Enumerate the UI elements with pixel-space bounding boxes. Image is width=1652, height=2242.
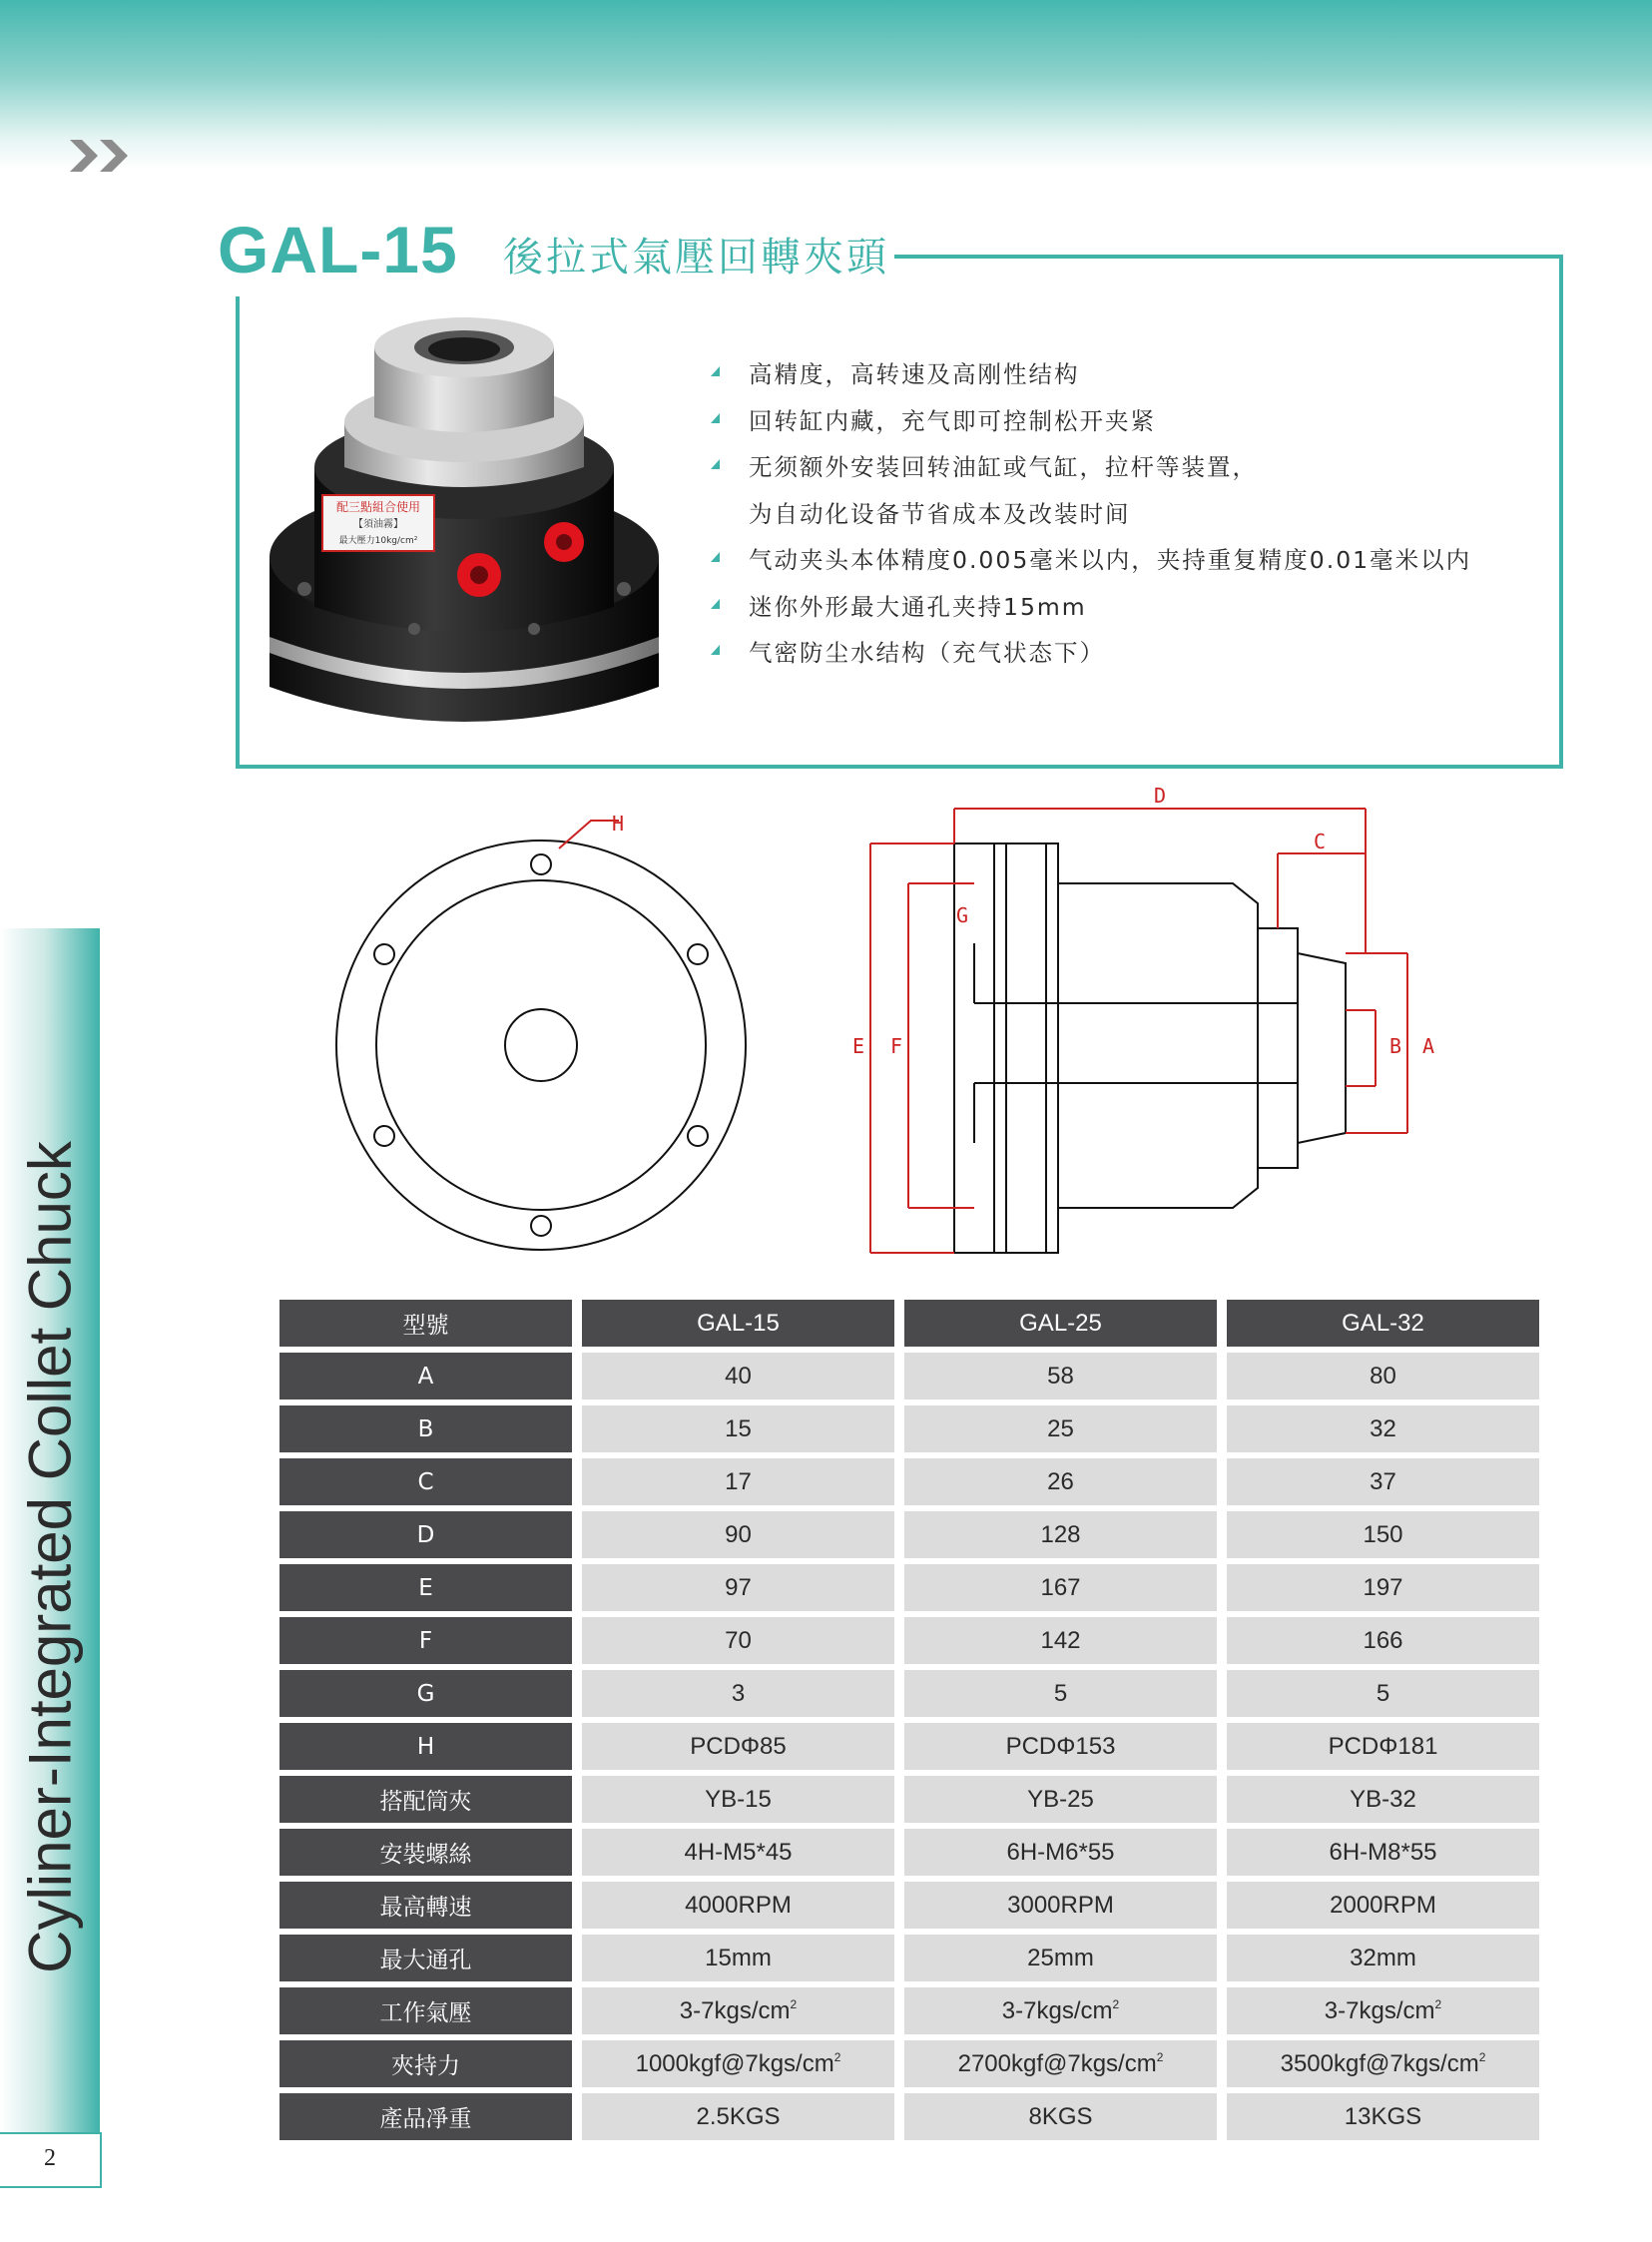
table-cell: 13KGS bbox=[1227, 2093, 1539, 2140]
table-row bbox=[279, 2093, 1539, 2140]
table-cell: 15mm bbox=[582, 1935, 894, 1981]
header-cell: GAL-25 bbox=[904, 1300, 1217, 1347]
table-row bbox=[279, 1564, 1539, 1611]
table-cell: 40 bbox=[582, 1353, 894, 1400]
table-header-row bbox=[279, 1300, 1539, 1347]
row-label: F bbox=[279, 1617, 572, 1664]
table-cell: 25mm bbox=[904, 1935, 1217, 1981]
row-label: 夾持力 bbox=[279, 2040, 572, 2087]
table-cell: 58 bbox=[904, 1353, 1217, 1400]
row-label: 工作氣壓 bbox=[279, 1987, 572, 2034]
product-title-cn: 後拉式氣壓回轉夾頭 bbox=[503, 235, 889, 280]
table-cell: 128 bbox=[904, 1511, 1217, 1558]
table-row bbox=[279, 1987, 1539, 2034]
label-line2: 【須油霧】 bbox=[353, 519, 403, 530]
row-label: 最大通孔 bbox=[279, 1935, 572, 1981]
table-cell: 197 bbox=[1227, 1564, 1539, 1611]
table-cell: 2000RPM bbox=[1227, 1882, 1539, 1929]
table-cell: 80 bbox=[1227, 1353, 1539, 1400]
row-label: 安裝螺絲 bbox=[279, 1829, 572, 1876]
table-cell: $2700kgf@7kgs/cm^2$ bbox=[904, 2040, 1217, 2087]
table-cell: 6H-M8*55 bbox=[1227, 1829, 1539, 1876]
row-label: H bbox=[279, 1723, 572, 1770]
feature-item: 回转缸内藏，充气即可控制松开夹紧 bbox=[711, 398, 1589, 445]
table-cell: PCDΦ181 bbox=[1227, 1723, 1539, 1770]
table-cell: 150 bbox=[1227, 1511, 1539, 1558]
dim-label-C: C bbox=[1314, 830, 1327, 853]
table-cell: PCDΦ153 bbox=[904, 1723, 1217, 1770]
table-row bbox=[279, 1723, 1539, 1770]
superscript: 2 bbox=[1112, 1996, 1120, 2011]
triangle-bullet-icon bbox=[711, 645, 720, 655]
triangle-bullet-icon bbox=[711, 459, 720, 469]
row-label: A bbox=[279, 1353, 572, 1400]
table-row bbox=[279, 1776, 1539, 1823]
dim-label-B: B bbox=[1389, 1034, 1402, 1058]
table-cell: 5 bbox=[1227, 1670, 1539, 1717]
table-cell: YB-15 bbox=[582, 1776, 894, 1823]
table-cell: 167 bbox=[904, 1564, 1217, 1611]
row-label: 搭配筒夾 bbox=[279, 1776, 572, 1823]
row-label: C bbox=[279, 1458, 572, 1505]
table-row bbox=[279, 1617, 1539, 1664]
product-photo bbox=[255, 317, 674, 757]
table-row bbox=[279, 1935, 1539, 1981]
table-cell: 3 bbox=[582, 1670, 894, 1717]
table-cell: 70 bbox=[582, 1617, 894, 1664]
table-cell: 142 bbox=[904, 1617, 1217, 1664]
dim-label-E: E bbox=[852, 1034, 865, 1058]
triangle-bullet-icon bbox=[711, 413, 720, 423]
dim-label-G: G bbox=[956, 903, 969, 927]
header-cell: GAL-15 bbox=[582, 1300, 894, 1347]
table-cell: YB-32 bbox=[1227, 1776, 1539, 1823]
table-cell: 17 bbox=[582, 1458, 894, 1505]
table-cell: PCDΦ85 bbox=[582, 1723, 894, 1770]
feature-list bbox=[711, 351, 1589, 677]
label-line1: 配三點組合使用 bbox=[335, 500, 421, 514]
dim-label-H: H bbox=[612, 812, 625, 836]
table-cell: 26 bbox=[904, 1458, 1217, 1505]
triangle-bullet-icon bbox=[711, 366, 720, 376]
table-cell: 4H-M5*45 bbox=[582, 1829, 894, 1876]
table-row bbox=[279, 2040, 1539, 2087]
header-cell: GAL-32 bbox=[1227, 1300, 1539, 1347]
table-cell: 90 bbox=[582, 1511, 894, 1558]
row-label: G bbox=[279, 1670, 572, 1717]
table-row bbox=[279, 1670, 1539, 1717]
dim-label-A: A bbox=[1422, 1034, 1435, 1058]
model-title: GAL-15 bbox=[218, 213, 458, 286]
triangle-bullet-icon bbox=[711, 599, 720, 609]
spec-table bbox=[270, 1294, 1549, 2146]
superscript: 2 bbox=[1156, 2049, 1164, 2064]
superscript: 2 bbox=[790, 1996, 798, 2011]
header-cell: 型號 bbox=[279, 1300, 572, 1347]
table-row bbox=[279, 1405, 1539, 1452]
table-cell: 6H-M6*55 bbox=[904, 1829, 1217, 1876]
row-label: 產品凈重 bbox=[279, 2093, 572, 2140]
feature-item: 气动夹头本体精度0.005毫米以内，夹持重复精度0.01毫米以内 bbox=[711, 537, 1589, 584]
row-label: B bbox=[279, 1405, 572, 1452]
table-row bbox=[279, 1511, 1539, 1558]
table-cell: $3500kgf@7kgs/cm^2$ bbox=[1227, 2040, 1539, 2087]
table-cell: 166 bbox=[1227, 1617, 1539, 1664]
front-view bbox=[336, 841, 746, 1250]
page-number: 2 bbox=[44, 2145, 56, 2171]
table-cell: $3-7kgs/cm^2$ bbox=[904, 1987, 1217, 2034]
dim-label-F: F bbox=[890, 1034, 903, 1058]
table-cell: 32 bbox=[1227, 1405, 1539, 1452]
table-cell: 15 bbox=[582, 1405, 894, 1452]
row-label: 最高轉速 bbox=[279, 1882, 572, 1929]
superscript: 2 bbox=[1478, 2049, 1486, 2064]
label-line3: 最大壓力10kg/cm² bbox=[338, 536, 418, 546]
table-cell: 8KGS bbox=[904, 2093, 1217, 2140]
table-cell: $3-7kgs/cm^2$ bbox=[1227, 1987, 1539, 2034]
table-cell: $1000kgf@7kgs/cm^2$ bbox=[582, 2040, 894, 2087]
table-row bbox=[279, 1458, 1539, 1505]
table-cell: $3-7kgs/cm^2$ bbox=[582, 1987, 894, 2034]
table-cell: 5 bbox=[904, 1670, 1217, 1717]
table-cell: 37 bbox=[1227, 1458, 1539, 1505]
table-cell: 32mm bbox=[1227, 1935, 1539, 1981]
feature-item-continued: 为自动化设备节省成本及改装时间 bbox=[749, 499, 1131, 528]
superscript: 2 bbox=[833, 2049, 841, 2064]
side-view bbox=[954, 843, 1346, 1253]
table-cell: 97 bbox=[582, 1564, 894, 1611]
feature-item: 高精度，高转速及高刚性结构 bbox=[711, 351, 1589, 398]
feature-item: 迷你外形最大通孔夹持15mm bbox=[711, 584, 1589, 631]
dimension-lines bbox=[870, 809, 1407, 1253]
superscript: 2 bbox=[1434, 1996, 1442, 2011]
side-title: Cyliner-Integrated Collet Chuck bbox=[16, 1141, 84, 1973]
table-row bbox=[279, 1882, 1539, 1929]
row-label: E bbox=[279, 1564, 572, 1611]
table-row bbox=[279, 1353, 1539, 1400]
table-cell: 4000RPM bbox=[582, 1882, 894, 1929]
table-row bbox=[279, 1829, 1539, 1876]
dim-label-D: D bbox=[1154, 784, 1167, 808]
table-cell: 25 bbox=[904, 1405, 1217, 1452]
feature-item: 气密防尘水结构（充气状态下） bbox=[711, 630, 1589, 677]
row-label: D bbox=[279, 1511, 572, 1558]
technical-drawing bbox=[319, 779, 1477, 1268]
table-cell: YB-25 bbox=[904, 1776, 1217, 1823]
feature-item: 无须额外安装回转油缸或气缸，拉杆等装置， bbox=[711, 444, 1589, 491]
triangle-bullet-icon bbox=[711, 552, 720, 562]
table-cell: 3000RPM bbox=[904, 1882, 1217, 1929]
table-cell: 2.5KGS bbox=[582, 2093, 894, 2140]
